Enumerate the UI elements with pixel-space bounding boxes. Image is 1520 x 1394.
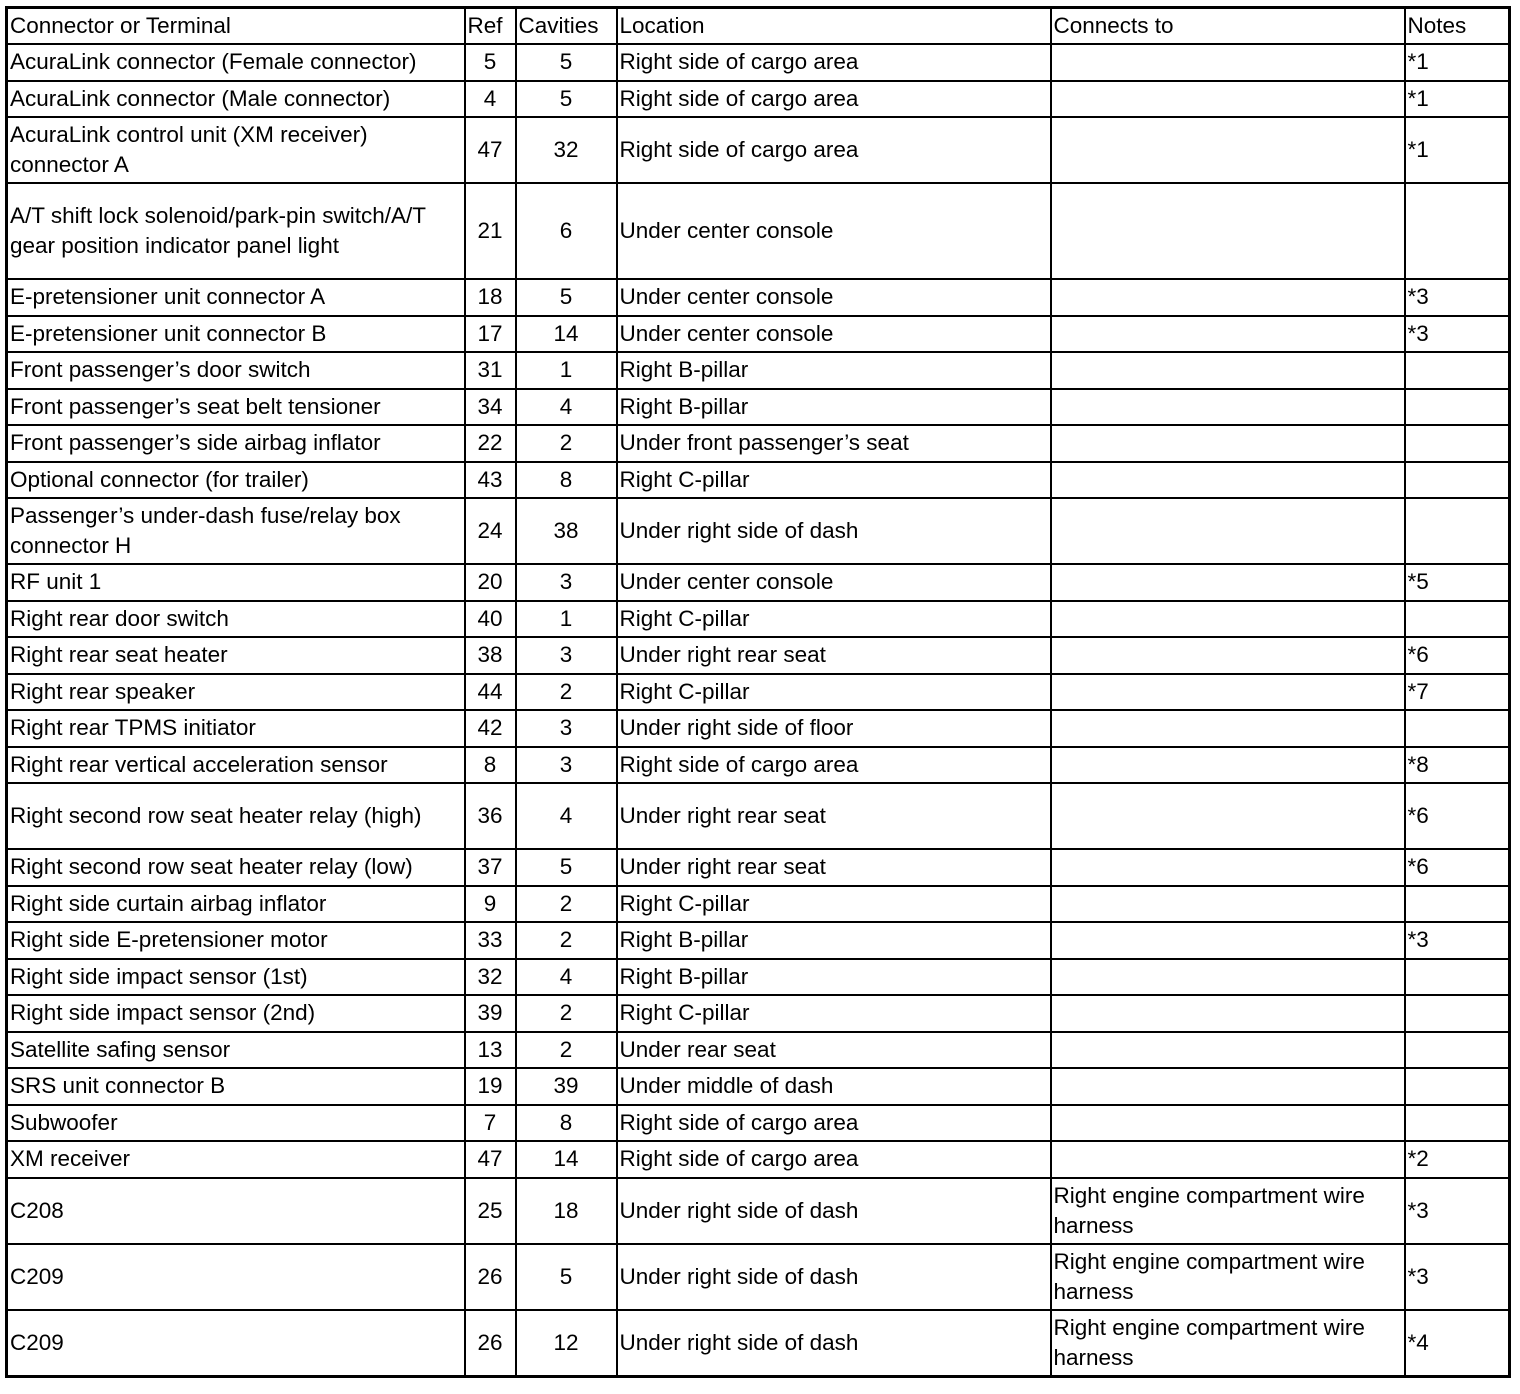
cell-connects-to	[1051, 352, 1405, 389]
cell-cavities: 4	[516, 389, 617, 426]
table-body	[7, 44, 1510, 1376]
cell-connects-to	[1051, 783, 1405, 849]
cell-notes: *6	[1405, 783, 1510, 849]
cell-notes: *3	[1405, 1244, 1510, 1310]
table-row	[7, 1244, 1510, 1310]
cell-cavities: 18	[516, 1178, 617, 1244]
cell-ref: 38	[465, 637, 516, 674]
cell-ref: 34	[465, 389, 516, 426]
cell-notes: *6	[1405, 637, 1510, 674]
header-notes: Notes	[1405, 8, 1510, 45]
cell-notes: *7	[1405, 674, 1510, 711]
cell-location: Right C-pillar	[617, 601, 1051, 638]
cell-connects-to	[1051, 995, 1405, 1032]
cell-ref: 37	[465, 849, 516, 886]
cell-notes	[1405, 1105, 1510, 1142]
cell-location: Right B-pillar	[617, 389, 1051, 426]
connector-table-container	[5, 6, 1508, 1378]
cell-cavities: 14	[516, 316, 617, 353]
cell-connector: Right side impact sensor (1st)	[7, 959, 465, 996]
cell-notes	[1405, 601, 1510, 638]
cell-ref: 26	[465, 1310, 516, 1377]
cell-location: Right C-pillar	[617, 674, 1051, 711]
table-row	[7, 783, 1510, 849]
cell-ref: 13	[465, 1032, 516, 1069]
cell-notes: *8	[1405, 747, 1510, 784]
cell-connector: Right rear door switch	[7, 601, 465, 638]
cell-connector: AcuraLink connector (Male connector)	[7, 81, 465, 118]
cell-notes	[1405, 352, 1510, 389]
cell-connector: Right rear vertical acceleration sensor	[7, 747, 465, 784]
cell-location: Under center console	[617, 316, 1051, 353]
cell-location: Right side of cargo area	[617, 1105, 1051, 1142]
cell-ref: 32	[465, 959, 516, 996]
cell-connects-to	[1051, 498, 1405, 564]
cell-notes: *5	[1405, 564, 1510, 601]
table-row	[7, 1178, 1510, 1244]
cell-connects-to	[1051, 389, 1405, 426]
cell-cavities: 8	[516, 462, 617, 499]
cell-connects-to	[1051, 922, 1405, 959]
cell-notes: *1	[1405, 117, 1510, 183]
cell-connector: AcuraLink connector (Female connector)	[7, 44, 465, 81]
table-row	[7, 601, 1510, 638]
cell-cavities: 2	[516, 886, 617, 923]
cell-connects-to: Right engine compartment wire harness	[1051, 1178, 1405, 1244]
cell-connector: E-pretensioner unit connector A	[7, 279, 465, 316]
table-row	[7, 747, 1510, 784]
cell-location: Under right rear seat	[617, 849, 1051, 886]
cell-connects-to	[1051, 747, 1405, 784]
cell-notes	[1405, 886, 1510, 923]
header-ref: Ref	[465, 8, 516, 45]
cell-ref: 21	[465, 183, 516, 279]
cell-connector: Right second row seat heater relay (high)	[7, 783, 465, 849]
cell-connector: Right side E-pretensioner motor	[7, 922, 465, 959]
cell-location: Under right rear seat	[617, 637, 1051, 674]
cell-location: Under right side of dash	[617, 1178, 1051, 1244]
cell-notes	[1405, 183, 1510, 279]
table-row	[7, 1032, 1510, 1069]
cell-connects-to	[1051, 1141, 1405, 1178]
cell-ref: 43	[465, 462, 516, 499]
table-row	[7, 1310, 1510, 1377]
cell-notes	[1405, 959, 1510, 996]
cell-ref: 25	[465, 1178, 516, 1244]
cell-connector: Passenger’s under-dash fuse/relay box connector H	[7, 498, 465, 564]
cell-location: Under front passenger’s seat	[617, 425, 1051, 462]
cell-connects-to	[1051, 959, 1405, 996]
cell-connector: Subwoofer	[7, 1105, 465, 1142]
cell-ref: 44	[465, 674, 516, 711]
cell-connector: A/T shift lock solenoid/park-pin switch/A/T gear position indicator panel light	[7, 183, 465, 279]
cell-location: Under middle of dash	[617, 1068, 1051, 1105]
cell-cavities: 1	[516, 352, 617, 389]
header-cavities: Cavities	[516, 8, 617, 45]
cell-notes	[1405, 710, 1510, 747]
cell-ref: 8	[465, 747, 516, 784]
cell-location: Under center console	[617, 564, 1051, 601]
cell-cavities: 3	[516, 637, 617, 674]
cell-connector: XM receiver	[7, 1141, 465, 1178]
cell-connects-to	[1051, 849, 1405, 886]
cell-connector: C209	[7, 1310, 465, 1377]
cell-ref: 24	[465, 498, 516, 564]
cell-notes	[1405, 1068, 1510, 1105]
cell-connector: Right rear seat heater	[7, 637, 465, 674]
cell-connector: Right side curtain airbag inflator	[7, 886, 465, 923]
cell-connects-to	[1051, 1068, 1405, 1105]
cell-connects-to: Right engine compartment wire harness	[1051, 1310, 1405, 1377]
cell-notes	[1405, 425, 1510, 462]
table-row	[7, 1068, 1510, 1105]
cell-ref: 20	[465, 564, 516, 601]
cell-connector: SRS unit connector B	[7, 1068, 465, 1105]
cell-cavities: 12	[516, 1310, 617, 1377]
cell-location: Right C-pillar	[617, 462, 1051, 499]
cell-ref: 17	[465, 316, 516, 353]
table-row	[7, 117, 1510, 183]
cell-connector: Right second row seat heater relay (low)	[7, 849, 465, 886]
cell-location: Under right side of dash	[617, 1244, 1051, 1310]
cell-notes	[1405, 1032, 1510, 1069]
cell-cavities: 5	[516, 279, 617, 316]
cell-connector: Front passenger’s door switch	[7, 352, 465, 389]
cell-ref: 7	[465, 1105, 516, 1142]
cell-connects-to	[1051, 425, 1405, 462]
cell-connector: C208	[7, 1178, 465, 1244]
table-row	[7, 44, 1510, 81]
cell-location: Right B-pillar	[617, 959, 1051, 996]
table-row	[7, 498, 1510, 564]
cell-connects-to	[1051, 316, 1405, 353]
cell-location: Right side of cargo area	[617, 747, 1051, 784]
cell-connects-to	[1051, 183, 1405, 279]
table-row	[7, 849, 1510, 886]
table-row	[7, 637, 1510, 674]
cell-notes: *3	[1405, 922, 1510, 959]
cell-ref: 40	[465, 601, 516, 638]
cell-connects-to	[1051, 886, 1405, 923]
cell-notes	[1405, 389, 1510, 426]
cell-location: Under right side of dash	[617, 1310, 1051, 1377]
header-connector: Connector or Terminal	[7, 8, 465, 45]
cell-cavities: 6	[516, 183, 617, 279]
cell-connects-to	[1051, 674, 1405, 711]
cell-connector: C209	[7, 1244, 465, 1310]
table-row	[7, 886, 1510, 923]
cell-cavities: 1	[516, 601, 617, 638]
cell-ref: 19	[465, 1068, 516, 1105]
cell-cavities: 38	[516, 498, 617, 564]
cell-cavities: 5	[516, 81, 617, 118]
cell-cavities: 14	[516, 1141, 617, 1178]
cell-connects-to	[1051, 601, 1405, 638]
cell-cavities: 8	[516, 1105, 617, 1142]
cell-ref: 9	[465, 886, 516, 923]
cell-cavities: 4	[516, 783, 617, 849]
cell-connects-to	[1051, 1032, 1405, 1069]
table-row	[7, 183, 1510, 279]
table-row	[7, 425, 1510, 462]
table-row	[7, 352, 1510, 389]
cell-cavities: 2	[516, 995, 617, 1032]
cell-location: Under center console	[617, 279, 1051, 316]
cell-location: Under rear seat	[617, 1032, 1051, 1069]
cell-notes: *2	[1405, 1141, 1510, 1178]
table-row	[7, 995, 1510, 1032]
cell-location: Right C-pillar	[617, 886, 1051, 923]
cell-notes	[1405, 462, 1510, 499]
cell-connector: Front passenger’s seat belt tensioner	[7, 389, 465, 426]
cell-notes: *1	[1405, 44, 1510, 81]
cell-cavities: 5	[516, 44, 617, 81]
table-row	[7, 1141, 1510, 1178]
header-location: Location	[617, 8, 1051, 45]
cell-location: Right B-pillar	[617, 922, 1051, 959]
cell-connects-to	[1051, 117, 1405, 183]
table-row	[7, 81, 1510, 118]
cell-connector: Right rear speaker	[7, 674, 465, 711]
cell-connects-to	[1051, 637, 1405, 674]
cell-connector: Satellite safing sensor	[7, 1032, 465, 1069]
cell-location: Right C-pillar	[617, 995, 1051, 1032]
cell-location: Right side of cargo area	[617, 117, 1051, 183]
cell-cavities: 39	[516, 1068, 617, 1105]
cell-notes: *3	[1405, 279, 1510, 316]
cell-connects-to	[1051, 1105, 1405, 1142]
table-header	[7, 8, 1510, 45]
table-row	[7, 959, 1510, 996]
cell-ref: 39	[465, 995, 516, 1032]
cell-connects-to	[1051, 462, 1405, 499]
table-row	[7, 674, 1510, 711]
cell-connector: Right rear TPMS initiator	[7, 710, 465, 747]
cell-ref: 26	[465, 1244, 516, 1310]
cell-connects-to	[1051, 710, 1405, 747]
table-row	[7, 1105, 1510, 1142]
header-connects-to: Connects to	[1051, 8, 1405, 45]
connector-table	[5, 6, 1511, 1378]
cell-cavities: 5	[516, 849, 617, 886]
cell-connects-to: Right engine compartment wire harness	[1051, 1244, 1405, 1310]
cell-ref: 33	[465, 922, 516, 959]
cell-connector: Right side impact sensor (2nd)	[7, 995, 465, 1032]
cell-ref: 4	[465, 81, 516, 118]
cell-location: Under center console	[617, 183, 1051, 279]
cell-notes: *6	[1405, 849, 1510, 886]
cell-notes	[1405, 498, 1510, 564]
cell-connector: Front passenger’s side airbag inflator	[7, 425, 465, 462]
cell-connector: AcuraLink control unit (XM receiver) connector A	[7, 117, 465, 183]
cell-cavities: 3	[516, 564, 617, 601]
table-row	[7, 564, 1510, 601]
cell-cavities: 3	[516, 747, 617, 784]
cell-connects-to	[1051, 564, 1405, 601]
cell-cavities: 2	[516, 922, 617, 959]
cell-cavities: 2	[516, 674, 617, 711]
cell-cavities: 5	[516, 1244, 617, 1310]
cell-cavities: 3	[516, 710, 617, 747]
cell-location: Right side of cargo area	[617, 81, 1051, 118]
cell-location: Under right side of dash	[617, 498, 1051, 564]
cell-connects-to	[1051, 81, 1405, 118]
table-row	[7, 462, 1510, 499]
cell-ref: 22	[465, 425, 516, 462]
cell-cavities: 2	[516, 425, 617, 462]
table-row	[7, 710, 1510, 747]
cell-cavities: 32	[516, 117, 617, 183]
table-row	[7, 922, 1510, 959]
table-row	[7, 279, 1510, 316]
cell-location: Under right rear seat	[617, 783, 1051, 849]
cell-notes	[1405, 995, 1510, 1032]
cell-ref: 5	[465, 44, 516, 81]
cell-connector: E-pretensioner unit connector B	[7, 316, 465, 353]
cell-connector: RF unit 1	[7, 564, 465, 601]
table-row	[7, 316, 1510, 353]
cell-notes: *3	[1405, 1178, 1510, 1244]
cell-ref: 31	[465, 352, 516, 389]
cell-connects-to	[1051, 44, 1405, 81]
cell-connects-to	[1051, 279, 1405, 316]
cell-location: Right side of cargo area	[617, 44, 1051, 81]
cell-cavities: 2	[516, 1032, 617, 1069]
cell-notes: *1	[1405, 81, 1510, 118]
cell-notes: *4	[1405, 1310, 1510, 1377]
cell-ref: 47	[465, 117, 516, 183]
cell-ref: 42	[465, 710, 516, 747]
table-row	[7, 389, 1510, 426]
cell-ref: 18	[465, 279, 516, 316]
cell-notes: *3	[1405, 316, 1510, 353]
cell-location: Right B-pillar	[617, 352, 1051, 389]
cell-ref: 47	[465, 1141, 516, 1178]
cell-cavities: 4	[516, 959, 617, 996]
cell-connector: Optional connector (for trailer)	[7, 462, 465, 499]
cell-location: Right side of cargo area	[617, 1141, 1051, 1178]
cell-ref: 36	[465, 783, 516, 849]
header-row	[7, 8, 1510, 45]
cell-location: Under right side of floor	[617, 710, 1051, 747]
